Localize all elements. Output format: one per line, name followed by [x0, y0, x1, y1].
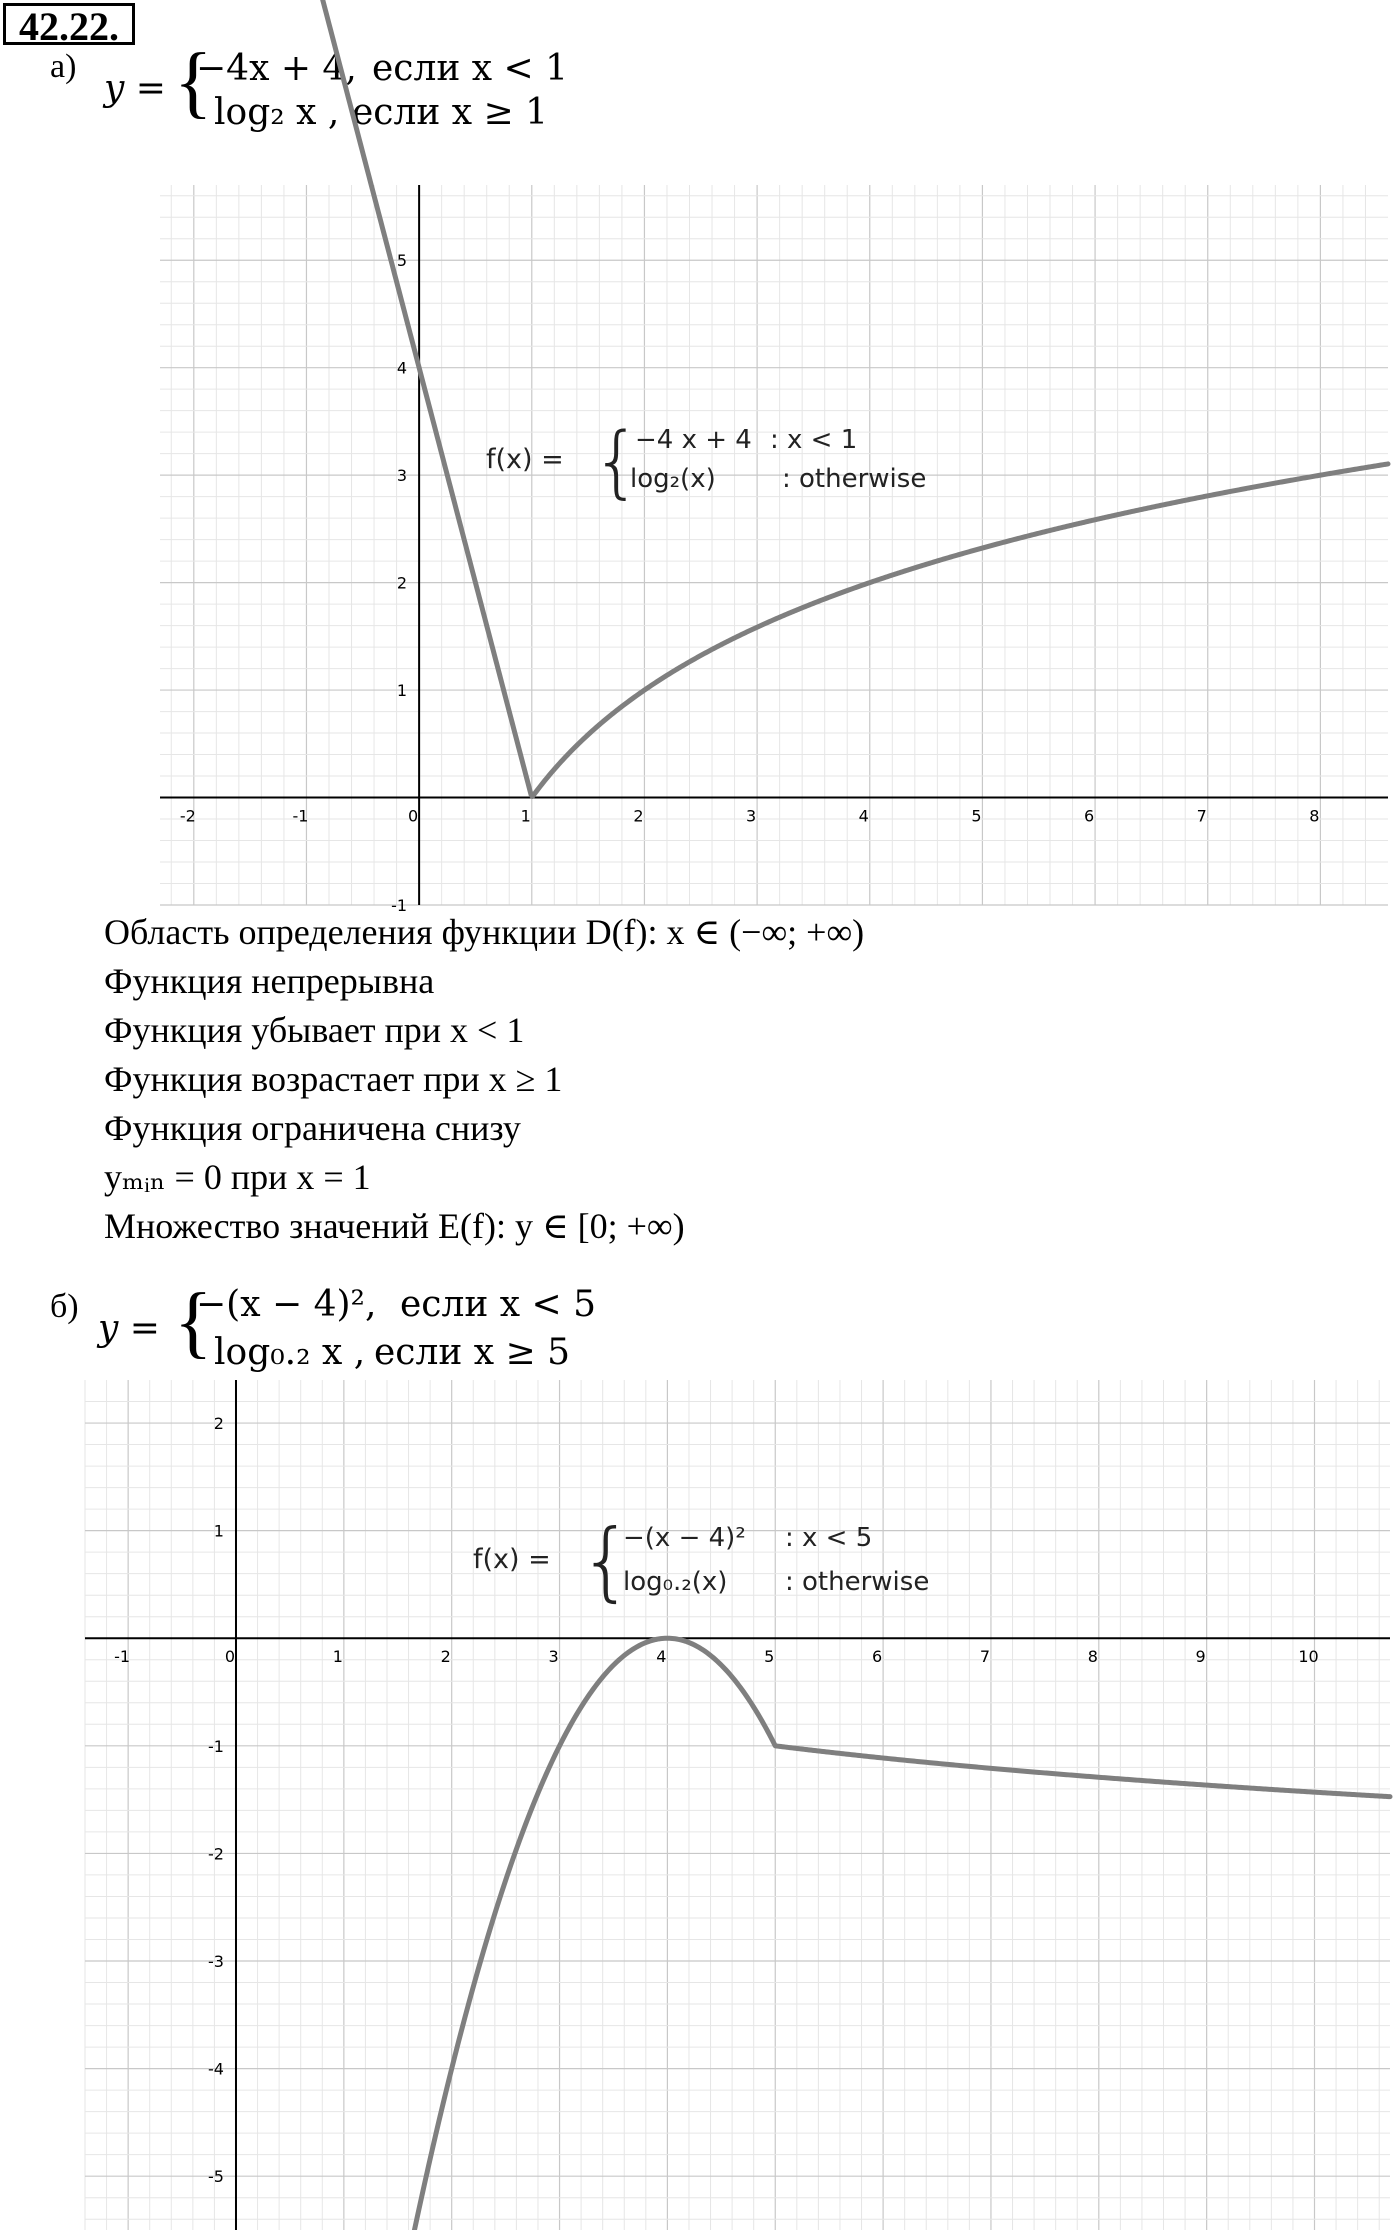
- chart-b-curve: [85, 1638, 1390, 2230]
- chart-b-ann-row2-cond: : otherwise: [785, 1567, 930, 1597]
- part-b-case1-cond: если x < 5: [400, 1284, 597, 1325]
- property-ymin: yₘᵢₙ = 0 при x = 1: [104, 1157, 371, 1197]
- x-tick-label: 5: [971, 806, 982, 826]
- x-tick-label: 7: [1196, 806, 1207, 826]
- part-a-case1-expr: −4x + 4,: [196, 48, 357, 89]
- function-curve: [85, 1638, 1390, 2230]
- x-tick-label: -2: [179, 806, 196, 826]
- x-tick-label: 8: [1087, 1647, 1098, 1667]
- x-tick-label: 4: [656, 1647, 667, 1667]
- y-tick-label: -4: [208, 2059, 224, 2079]
- property-increasing: Функция возрастает при x ≥ 1: [104, 1059, 563, 1099]
- property-bounded-below: Функция ограничена снизу: [104, 1108, 521, 1148]
- chart-b-ann-row2-expr: log₀.₂(x): [623, 1567, 728, 1597]
- x-tick-label: 10: [1298, 1647, 1319, 1667]
- x-tick-label: 8: [1309, 806, 1320, 826]
- y-tick-label: -3: [208, 1952, 224, 1972]
- x-tick-label: 0: [224, 1647, 236, 1667]
- part-b-case2-expr: log₀.₂ x ,: [214, 1332, 366, 1373]
- y-tick-label: 2: [213, 1414, 224, 1434]
- y-tick-label: 2: [396, 573, 408, 593]
- part-b-y-eq: y =: [98, 1308, 160, 1349]
- part-b-brace: {: [174, 1278, 213, 1366]
- x-tick-label: 1: [520, 806, 531, 826]
- x-tick-label: 6: [1083, 806, 1095, 826]
- chart-a-annotation: [486, 417, 926, 507]
- part-a-case1-cond: если x < 1: [372, 48, 569, 89]
- chart-b: [85, 1380, 1390, 2230]
- y-tick-label: 5: [396, 251, 408, 271]
- x-tick-label: -1: [114, 1647, 131, 1667]
- chart-a: [160, 185, 1388, 915]
- chart-a-ann-row2-cond: : otherwise: [782, 464, 927, 494]
- function-curve: [160, 0, 1388, 797]
- chart-b-ann-row1-expr: −(x − 4)²: [623, 1523, 746, 1553]
- y-tick-label: 3: [396, 466, 408, 486]
- x-tick-label: 1: [332, 1647, 343, 1667]
- x-tick-label: -1: [292, 806, 309, 826]
- x-tick-label: 3: [746, 806, 757, 826]
- x-tick-label: 6: [872, 1647, 883, 1667]
- y-tick-label: -2: [208, 1844, 224, 1864]
- x-tick-label: 3: [548, 1647, 559, 1667]
- property-range: Множество значений E(f): y ∈ [0; +∞): [104, 1206, 685, 1246]
- x-tick-label: 2: [633, 806, 644, 826]
- part-a-properties: [104, 908, 864, 1251]
- chart-a-ann-row1-expr: −4 x + 4: [635, 425, 752, 455]
- x-tick-label: 4: [858, 806, 869, 826]
- part-b-case1-expr: −(x − 4)²,: [196, 1284, 377, 1325]
- property-continuous: Функция непрерывна: [104, 961, 435, 1001]
- problem-number: 42.22.: [3, 3, 135, 45]
- property-domain: Область определения функции D(f): x ∈ (−∞; +∞): [104, 912, 865, 952]
- part-a-case2-expr: log₂ x ,: [214, 92, 340, 133]
- chart-a-axes: [160, 185, 1388, 905]
- y-tick-label: 1: [213, 1521, 224, 1541]
- chart-b-annotation: [473, 1511, 929, 1611]
- chart-a-ann-brace: {: [592, 417, 642, 507]
- x-tick-label: 9: [1195, 1647, 1206, 1667]
- chart-a-ann-row1-cond: : x < 1: [770, 425, 858, 455]
- x-tick-label: 2: [440, 1647, 451, 1667]
- chart-a-ann-row2-expr: log₂(x): [630, 464, 716, 494]
- y-tick-label: -1: [391, 896, 408, 915]
- y-tick-label: 1: [396, 681, 408, 701]
- x-tick-label: 5: [764, 1647, 775, 1667]
- y-tick-label: -1: [208, 1736, 224, 1756]
- chart-b-ann-brace: {: [579, 1511, 634, 1611]
- part-a-brace: {: [174, 38, 213, 126]
- part-b-case2-cond: если x ≥ 5: [374, 1332, 571, 1373]
- part-a-letter: а): [50, 48, 77, 85]
- y-tick-label: -5: [208, 2167, 224, 2187]
- property-decreasing: Функция убывает при x < 1: [104, 1010, 525, 1050]
- chart-a-curve: [160, 0, 1388, 797]
- x-tick-label: 7: [979, 1647, 991, 1667]
- y-tick-label: 4: [396, 358, 408, 378]
- chart-a-ann-fx: f(x) =: [486, 444, 564, 475]
- x-tick-label: 0: [408, 806, 419, 826]
- chart-b-grid: [85, 1380, 1390, 2230]
- chart-b-ann-row1-cond: : x < 5: [785, 1523, 873, 1553]
- chart-b-axes: [85, 1380, 1390, 2230]
- part-b-letter: б): [50, 1288, 79, 1325]
- part-a-case2-cond: если x ≥ 1: [352, 92, 549, 133]
- chart-b-ann-fx: f(x) =: [473, 1544, 551, 1575]
- part-a-y-eq: y =: [104, 68, 166, 109]
